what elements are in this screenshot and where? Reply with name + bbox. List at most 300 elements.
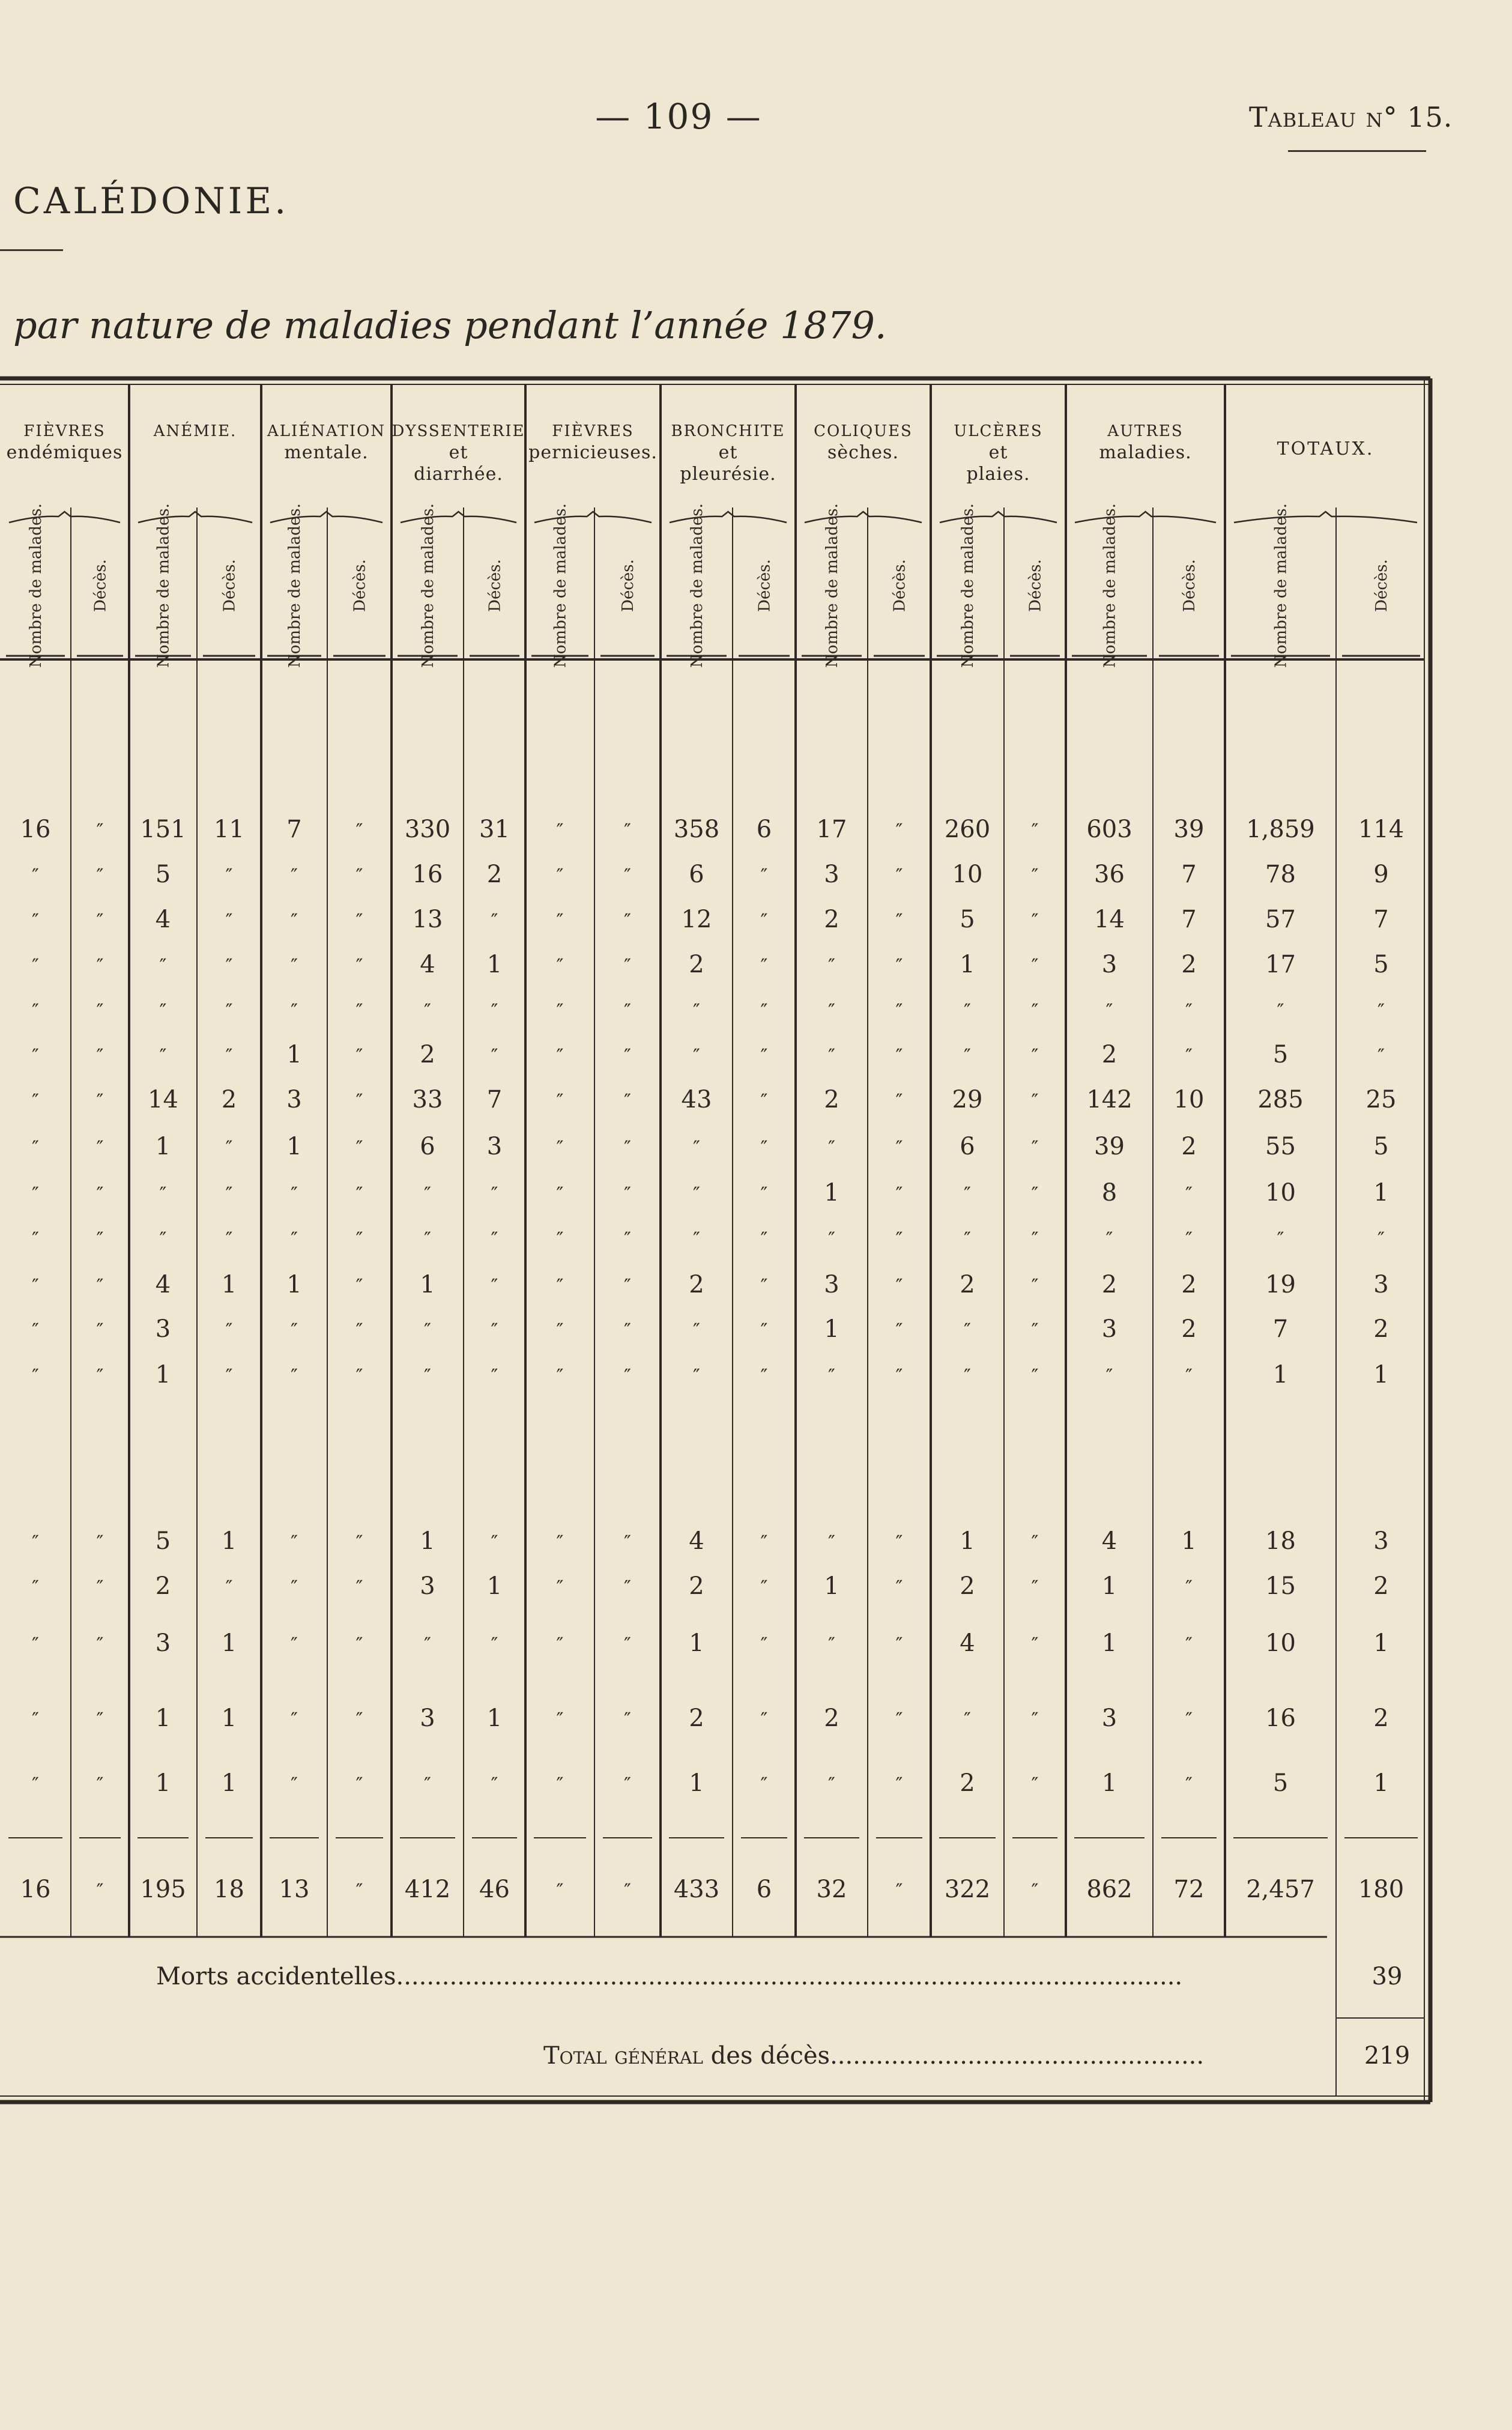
table-cell: ″: [355, 1228, 363, 1250]
tableau-label: Tableau n° 15.: [1249, 101, 1453, 133]
subheader-deaths: Décès.: [486, 559, 504, 612]
column-group-text: pleurésie.: [680, 464, 776, 485]
table-cell: ″: [556, 1274, 564, 1297]
table-cell: ″: [96, 909, 104, 932]
table-cell: 31: [479, 816, 510, 843]
table-cell: ″: [355, 1633, 363, 1656]
table-cell: ″: [828, 1228, 835, 1250]
table-cell: ″: [1277, 999, 1284, 1022]
table-cell: ″: [1105, 1365, 1113, 1387]
table-cell: ″: [964, 1319, 971, 1342]
table-cell: 151: [140, 816, 186, 843]
table-cell: ″: [424, 1633, 431, 1656]
group-brace: [9, 512, 120, 523]
table-cell: 1: [155, 1133, 171, 1160]
region-title: CALÉDONIE.: [13, 180, 289, 222]
subheader-cases: Nombre de malades.: [1272, 503, 1290, 668]
table-cell: ″: [1377, 999, 1385, 1022]
table-cell: 1: [960, 1527, 975, 1555]
table-cell: ″: [556, 954, 564, 977]
table-cell: ″: [32, 909, 39, 932]
subheader-deaths: Décès.: [1026, 559, 1045, 612]
column-group-text: endémiques: [6, 442, 123, 463]
table-cell: ″: [291, 909, 298, 932]
table-cell: ″: [491, 1183, 498, 1205]
table-cell: ″: [895, 1183, 903, 1205]
table-cell: 2: [689, 1572, 704, 1600]
subheader-deaths: Décès.: [91, 559, 110, 612]
column-group-text: diarrhée.: [414, 464, 503, 485]
table-cell: 358: [673, 816, 720, 843]
table-cell: ″: [1031, 1228, 1039, 1250]
table-cell: ″: [96, 1274, 104, 1297]
table-cell: 2: [824, 906, 839, 933]
table-cell: ″: [556, 1708, 564, 1731]
table-cell: ″: [1031, 1576, 1039, 1599]
table-cell: 5: [960, 906, 975, 933]
totals-cell: 2,457: [1246, 1876, 1315, 1903]
table-cell: ″: [895, 1531, 903, 1554]
table-cell: 11: [214, 816, 244, 843]
table-cell: ″: [556, 819, 564, 842]
table-cell: ″: [32, 1531, 39, 1554]
table-cell: 1: [1373, 1629, 1389, 1657]
table-cell: 1: [221, 1704, 237, 1732]
table-cell: 2: [1373, 1572, 1389, 1600]
table-cell: 1: [155, 1704, 171, 1732]
table-cell: ″: [96, 1531, 104, 1554]
table-cell: ″: [1031, 909, 1039, 932]
table-cell: ″: [355, 1044, 363, 1067]
table-cell: 2: [1101, 1041, 1117, 1068]
table-cell: ″: [760, 1576, 768, 1599]
table-cell: ″: [491, 1531, 498, 1554]
table-cell: ″: [159, 1044, 167, 1067]
table-cell: 10: [1265, 1179, 1296, 1207]
table-cell: ″: [760, 1633, 768, 1656]
table-cell: ″: [1105, 999, 1113, 1022]
table-cell: 285: [1257, 1086, 1304, 1113]
table-cell: ″: [895, 909, 903, 932]
column-group-coliques: [796, 420, 931, 464]
table-cell: ″: [96, 1708, 104, 1731]
table-cell: ″: [355, 819, 363, 842]
table-cell: ″: [693, 1183, 700, 1205]
table-cell: ″: [760, 1136, 768, 1159]
table-cell: ″: [225, 1183, 233, 1205]
column-group-text: FIÈVRES: [552, 422, 634, 440]
totals-cell: 18: [214, 1876, 244, 1903]
table-cell: 10: [1265, 1629, 1296, 1657]
subheader-cases: Nombre de malades.: [551, 503, 570, 668]
table-cell: ″: [491, 1319, 498, 1342]
column-group-text: plaies.: [966, 464, 1030, 485]
table-cell: ″: [760, 1708, 768, 1731]
table-cell: 1: [1181, 1527, 1197, 1555]
table-cell: 18: [1265, 1527, 1296, 1555]
table-cell: ″: [1031, 1183, 1039, 1205]
table-cell: 1: [1373, 1179, 1389, 1207]
table-cell: 3: [486, 1133, 503, 1160]
table-cell: 3: [1101, 951, 1117, 978]
table-cell: ″: [291, 1183, 298, 1205]
table-cell: 3: [1373, 1527, 1389, 1555]
table-cell: 33: [412, 1086, 443, 1113]
column-group-text: COLIQUES: [814, 422, 913, 440]
table-cell: ″: [1185, 1365, 1193, 1387]
table-cell: ″: [760, 1531, 768, 1554]
table-cell: ″: [693, 1319, 700, 1342]
table-cell: ″: [424, 1319, 431, 1342]
table-cell: 1: [1101, 1769, 1117, 1797]
table-cell: ″: [96, 1089, 104, 1112]
table-cell: ″: [828, 1531, 835, 1554]
totals-cell: ″: [556, 1879, 564, 1902]
totals-cell: 862: [1086, 1876, 1132, 1903]
table-cell: ″: [624, 1228, 631, 1250]
column-group-text: et: [449, 442, 468, 463]
totals-cell: ″: [96, 1879, 104, 1902]
table-cell: ″: [828, 1044, 835, 1067]
totals-cell: 180: [1358, 1876, 1405, 1903]
table-cell: ″: [964, 1183, 971, 1205]
table-cell: 4: [155, 1271, 171, 1298]
table-cell: 260: [944, 816, 991, 843]
table-cell: 3: [1101, 1704, 1117, 1732]
table-cell: 1: [1101, 1629, 1117, 1657]
accidental-deaths-label: Morts accidentelles.......................................................................................................: [156, 1963, 1183, 1990]
table-cell: ″: [96, 1183, 104, 1205]
table-cell: ″: [895, 1089, 903, 1112]
page-number: — 109 —: [595, 96, 762, 137]
subheader-deaths: Décès.: [1181, 559, 1199, 612]
table-cell: ″: [96, 1773, 104, 1796]
column-group-text: mentale.: [284, 442, 369, 463]
table-cell: ″: [895, 1274, 903, 1297]
table-cell: ″: [424, 1183, 431, 1205]
table-cell: 3: [155, 1629, 171, 1657]
table-cell: 3: [1373, 1271, 1389, 1298]
table-cell: ″: [225, 1576, 233, 1599]
table-cell: 12: [681, 906, 712, 933]
subheader-cases: Nombre de malades.: [154, 503, 173, 668]
table-cell: 10: [1173, 1086, 1205, 1113]
totals-cell: 16: [20, 1876, 51, 1903]
table-cell: 3: [824, 861, 839, 888]
table-cell: 4: [155, 906, 171, 933]
table-cell: ″: [624, 1773, 631, 1796]
table-subtitle: par nature de maladies pendant l’année 1879.: [13, 303, 887, 347]
table-cell: ″: [760, 1274, 768, 1297]
table-cell: ″: [355, 1136, 363, 1159]
table-cell: 15: [1265, 1572, 1296, 1600]
table-cell: ″: [291, 864, 298, 887]
table-cell: 78: [1265, 861, 1296, 888]
table-cell: ″: [291, 1531, 298, 1554]
table-cell: ″: [624, 1633, 631, 1656]
table-cell: 1: [1101, 1572, 1117, 1600]
subheader-cases: Nombre de malades.: [27, 503, 45, 668]
table-cell: 1: [286, 1041, 302, 1068]
table-cell: ″: [624, 1365, 631, 1387]
table-cell: ″: [1031, 1633, 1039, 1656]
table-cell: 1: [286, 1133, 302, 1160]
column-group-text: pernicieuses.: [528, 442, 658, 463]
table-cell: 5: [1272, 1769, 1289, 1797]
table-cell: 2: [689, 1704, 704, 1732]
table-cell: ″: [895, 1228, 903, 1250]
table-cell: 1: [1272, 1361, 1289, 1389]
dot-leader: .......................................................................................................: [396, 1963, 1183, 1990]
table-cell: ″: [424, 999, 431, 1022]
subheader-deaths: Décès.: [619, 559, 637, 612]
table-cell: 2: [689, 1271, 704, 1298]
totals-cell: 6: [756, 1876, 772, 1903]
table-cell: ″: [895, 999, 903, 1022]
table-cell: ″: [225, 1228, 233, 1250]
table-cell: ″: [96, 999, 104, 1022]
table-cell: ″: [32, 999, 39, 1022]
table-cell: ″: [1185, 1576, 1193, 1599]
table-cell: 14: [148, 1086, 178, 1113]
table-cell: 19: [1265, 1271, 1296, 1298]
table-cell: ″: [760, 1183, 768, 1205]
column-group-bronchite: [661, 420, 796, 485]
table-cell: 1: [689, 1629, 704, 1657]
table-cell: 4: [420, 951, 435, 978]
table-cell: 9: [1373, 861, 1389, 888]
table-cell: 5: [155, 1527, 171, 1555]
table-cell: ″: [556, 1183, 564, 1205]
table-cell: ″: [828, 1365, 835, 1387]
table-cell: ″: [760, 1044, 768, 1067]
subheader-cases: Nombre de malades.: [286, 503, 304, 668]
table-cell: ″: [556, 1576, 564, 1599]
table-cell: ″: [32, 864, 39, 887]
group-brace: [1075, 512, 1216, 523]
table-cell: ″: [96, 819, 104, 842]
table-cell: ″: [556, 1365, 564, 1387]
total-general-label: Total général des décès.................................................: [543, 2042, 1205, 2070]
table-cell: 39: [1173, 816, 1205, 843]
table-cell: ″: [556, 1136, 564, 1159]
subheader-deaths: Décès.: [220, 559, 239, 612]
table-cell: ″: [32, 1319, 39, 1342]
table-cell: ″: [1377, 1228, 1385, 1250]
subheader-cases: Nombre de malades.: [1101, 503, 1119, 668]
table-cell: 2: [1181, 1133, 1197, 1160]
table-cell: 2: [960, 1572, 975, 1600]
table-cell: 2: [960, 1769, 975, 1797]
table-cell: ″: [1277, 1228, 1284, 1250]
table-cell: ″: [624, 1136, 631, 1159]
table-cell: ″: [624, 999, 631, 1022]
table-cell: 5: [1373, 1133, 1389, 1160]
table-cell: 1: [221, 1271, 237, 1298]
group-brace: [401, 512, 516, 523]
table-cell: 16: [1265, 1704, 1296, 1732]
table-cell: ″: [491, 1365, 498, 1387]
table-cell: ″: [96, 1136, 104, 1159]
table-cell: ″: [96, 1228, 104, 1250]
table-cell: ″: [964, 1044, 971, 1067]
table-cell: ″: [693, 1044, 700, 1067]
table-cell: ″: [225, 999, 233, 1022]
table-cell: 2: [1181, 951, 1197, 978]
table-cell: ″: [624, 819, 631, 842]
table-cell: 6: [960, 1133, 975, 1160]
table-cell: ″: [491, 909, 498, 932]
table-cell: ″: [491, 1633, 498, 1656]
table-cell: 57: [1265, 906, 1296, 933]
table-cell: 6: [756, 816, 772, 843]
table-cell: ″: [624, 1576, 631, 1599]
subheader-deaths: Décès.: [755, 559, 774, 612]
table-cell: ″: [1185, 1228, 1193, 1250]
table-cell: ″: [1031, 1274, 1039, 1297]
table-cell: ″: [693, 1228, 700, 1250]
table-cell: ″: [624, 954, 631, 977]
table-cell: 25: [1365, 1086, 1397, 1113]
totals-cell: 13: [279, 1876, 310, 1903]
table-cell: 2: [824, 1704, 839, 1732]
subheader-deaths: Décès.: [1373, 559, 1391, 612]
table-cell: ″: [291, 1576, 298, 1599]
totals-cell: ″: [1031, 1879, 1039, 1902]
table-cell: ″: [96, 1633, 104, 1656]
table-cell: ″: [1377, 1044, 1385, 1067]
column-group-text: AUTRES: [1107, 422, 1184, 440]
table-cell: ″: [760, 954, 768, 977]
column-group-text: maladies.: [1099, 442, 1192, 463]
table-cell: ″: [760, 1773, 768, 1796]
table-cell: ″: [159, 1183, 167, 1205]
table-cell: 1: [486, 1704, 503, 1732]
column-group-text: FIÈVRES: [23, 422, 106, 440]
table-cell: ″: [1031, 1136, 1039, 1159]
table-cell: ″: [355, 1365, 363, 1387]
table-cell: ″: [355, 909, 363, 932]
table-cell: ″: [1031, 819, 1039, 842]
table-cell: 1: [960, 951, 975, 978]
column-group-text: sèches.: [827, 442, 899, 463]
table-cell: 17: [816, 816, 847, 843]
table-cell: ″: [96, 1365, 104, 1387]
column-group-text: et: [988, 442, 1008, 463]
column-group-text: ALIÉNATION: [267, 422, 386, 440]
table-cell: ″: [1031, 1089, 1039, 1112]
column-group-fievres_pernicieuses: [525, 420, 661, 464]
table-cell: ″: [291, 1228, 298, 1250]
table-cell: ″: [32, 1633, 39, 1656]
total-general-value: 219: [1364, 2042, 1411, 2070]
table-cell: ″: [159, 954, 167, 977]
table-cell: ″: [96, 1044, 104, 1067]
table-cell: 1: [824, 1572, 839, 1600]
table-cell: ″: [32, 1576, 39, 1599]
table-cell: 6: [689, 861, 704, 888]
column-group-autres: [1066, 420, 1225, 464]
table-cell: ″: [355, 999, 363, 1022]
table-cell: ″: [32, 1708, 39, 1731]
table-cell: 16: [412, 861, 443, 888]
table-cell: 8: [1101, 1179, 1117, 1207]
table-cell: ″: [1105, 1228, 1113, 1250]
subheader-cases: Nombre de malades.: [959, 503, 977, 668]
table-cell: ″: [964, 1708, 971, 1731]
table-cell: 1: [486, 1572, 503, 1600]
subheader-cases: Nombre de malades.: [688, 503, 706, 668]
table-cell: 4: [1101, 1527, 1117, 1555]
table-cell: 7: [1272, 1315, 1289, 1343]
table-cell: ″: [760, 1319, 768, 1342]
table-cell: 142: [1086, 1086, 1132, 1113]
subheader-deaths: Décès.: [891, 559, 909, 612]
table-cell: 1: [221, 1629, 237, 1657]
totals-cell: 412: [404, 1876, 451, 1903]
table-cell: 7: [1373, 906, 1389, 933]
table-cell: ″: [355, 1319, 363, 1342]
table-cell: ″: [693, 999, 700, 1022]
table-cell: ″: [964, 999, 971, 1022]
table-cell: 7: [486, 1086, 503, 1113]
table-cell: ″: [225, 1365, 233, 1387]
table-cell: ″: [556, 1319, 564, 1342]
totals-cell: 72: [1173, 1876, 1205, 1903]
table-cell: ″: [291, 1365, 298, 1387]
table-cell: 330: [404, 816, 451, 843]
column-group-text: DYSSENTERIE: [392, 422, 525, 440]
table-cell: ″: [556, 864, 564, 887]
table-cell: 2: [1373, 1315, 1389, 1343]
table-cell: 2: [960, 1271, 975, 1298]
table-cell: 2: [221, 1086, 237, 1113]
table-cell: ″: [895, 1136, 903, 1159]
table-cell: 3: [1101, 1315, 1117, 1343]
table-cell: ″: [895, 1633, 903, 1656]
table-cell: ″: [760, 1365, 768, 1387]
table-cell: 3: [420, 1572, 435, 1600]
table-cell: ″: [291, 1773, 298, 1796]
table-cell: ″: [355, 1183, 363, 1205]
totals-cell: 322: [944, 1876, 991, 1903]
totals-cell: 46: [479, 1876, 510, 1903]
table-cell: ″: [96, 864, 104, 887]
table-cell: 3: [824, 1271, 839, 1298]
group-brace: [1234, 512, 1417, 523]
table-cell: ″: [32, 1274, 39, 1297]
table-cell: ″: [828, 1633, 835, 1656]
table-cell: 2: [155, 1572, 171, 1600]
table-cell: ″: [32, 1089, 39, 1112]
table-cell: ″: [895, 1708, 903, 1731]
table-cell: ″: [693, 1136, 700, 1159]
group-brace: [670, 512, 787, 523]
table-cell: ″: [225, 1136, 233, 1159]
table-cell: 4: [689, 1527, 704, 1555]
table-cell: ″: [895, 1773, 903, 1796]
table-cell: ″: [1031, 954, 1039, 977]
table-cell: ″: [1031, 1365, 1039, 1387]
table-cell: 3: [420, 1704, 435, 1732]
table-cell: 55: [1265, 1133, 1296, 1160]
table-cell: 5: [1373, 951, 1389, 978]
table-cell: ″: [760, 909, 768, 932]
table-cell: ″: [624, 1044, 631, 1067]
table-cell: 1: [155, 1361, 171, 1389]
table-cell: ″: [1031, 864, 1039, 887]
table-cell: ″: [828, 954, 835, 977]
